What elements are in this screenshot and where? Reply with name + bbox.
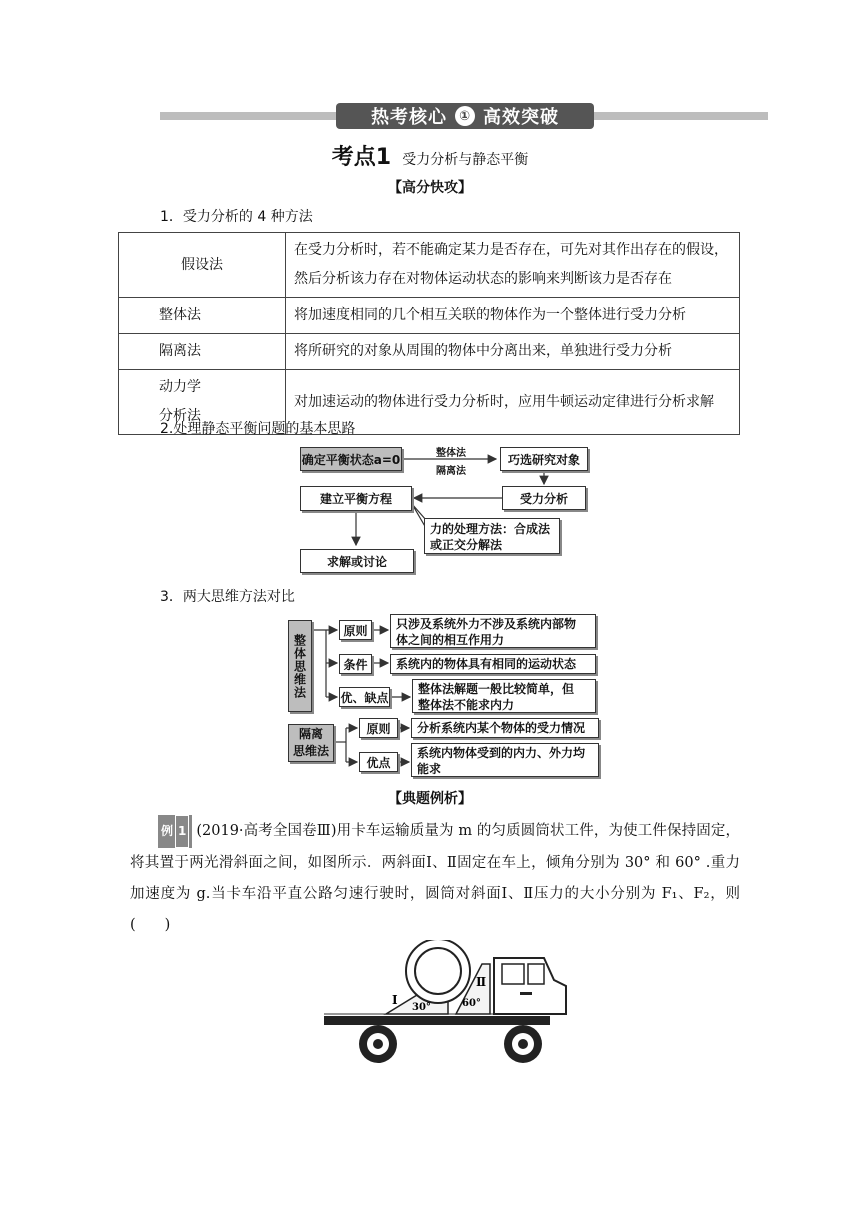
method-name: 假设法 — [119, 233, 286, 298]
method-name-line2: 分析法 — [159, 408, 201, 424]
value-line1: 整体法解题一般比较简单，但 — [418, 682, 575, 696]
banner-right-text: 高效突破 — [483, 107, 559, 128]
flow-label-whole: 整体法 — [436, 448, 466, 459]
isolate-pros-key: 优点 — [359, 752, 398, 772]
wheel-rear-hub — [373, 1039, 383, 1049]
value-line1: 系统内物体受到的内力、外力均 — [417, 746, 586, 760]
method-name-line1: 动力学 — [159, 379, 201, 395]
isolate-principle-key: 原则 — [359, 718, 398, 738]
flow-equation-box: 建立平衡方程 — [300, 486, 412, 511]
flow-start-box: 确定平衡状态a=0 — [300, 447, 402, 471]
method-desc: 将加速度相同的几个相互关联的物体作为一个整体进行受力分析 — [286, 298, 740, 334]
isolate-line2: 思维法 — [292, 744, 329, 758]
flow-note-line1: 力的处理方法：合成法 — [430, 522, 551, 536]
whole-condition-value: 系统内的物体具有相同的运动状态 — [390, 654, 596, 674]
cylinder-inner — [415, 948, 461, 994]
method-name: 隔离法 — [119, 334, 286, 370]
angle-one-label: 30° — [412, 1002, 431, 1013]
example-tag-number: 1 — [175, 815, 189, 848]
wheel-front-hub — [518, 1039, 528, 1049]
value-line2: 能求 — [417, 762, 442, 776]
whole-principle-key: 原则 — [339, 620, 372, 640]
flow-note-box — [424, 518, 560, 554]
door-handle — [520, 992, 532, 995]
flow-solve-box: 求解或讨论 — [300, 549, 414, 573]
heading-methods: 1．受力分析的 4 种方法 — [160, 209, 313, 225]
cab-window — [502, 964, 524, 984]
example-text: 用卡车运输质量为 m 的匀质圆筒状工件，为使工件保持固定，将其置于两光滑斜面之间，如图所示．两斜面Ⅰ、Ⅱ固定在车上，倾角分别为 30° 和 60° .重力加速度为 g.当卡车沿平直公路匀速行驶时，圆筒对斜面Ⅰ、Ⅱ压力的大小分别为 F₁、F₂，则( ) — [130, 823, 741, 933]
heading-compare: 3．两大思维方法对比 — [160, 589, 295, 605]
truck-figure — [320, 940, 580, 1070]
flow-choose-box: 巧选研究对象 — [500, 447, 588, 471]
point-number: 1 — [375, 145, 392, 170]
flow-analyze-box: 受力分析 — [502, 486, 586, 510]
method-desc: 将所研究的对象从周围的物体中分离出来，单独进行受力分析 — [286, 334, 740, 370]
slope-one-label: Ⅰ — [392, 993, 398, 1007]
method-desc: 在受力分析时，若不能确定某力是否存在，可先对其作出存在的假设，然后分析该力存在对物体运动状态的影响来判断该力是否存在 — [286, 233, 740, 298]
isolate-principle-value: 分析系统内某个物体的受力情况 — [411, 718, 599, 738]
heading-approach: 2.处理静态平衡问题的基本思路 — [160, 421, 356, 437]
whole-pros-value — [412, 679, 596, 713]
isolate-line1: 隔离 — [298, 727, 323, 741]
angle-two-label: 60° — [462, 998, 481, 1009]
truck-bed — [324, 1016, 550, 1025]
method-desc: 对加速运动的物体进行受力分析时，应用牛顿运动定律进行分析求解 — [286, 370, 740, 435]
banner-badge-icon: ① — [455, 106, 475, 126]
isolate-pros-value — [411, 743, 599, 777]
whole-principle-value — [390, 614, 596, 648]
whole-pros-key: 优、缺点 — [339, 687, 390, 707]
value-line2: 体之间的相互作用力 — [396, 633, 505, 647]
value-line2: 整体法不能求内力 — [418, 698, 515, 712]
method-name: 整体法 — [119, 298, 286, 334]
point-label: 考点 — [331, 145, 376, 170]
whole-method-box: 整体思维法 — [288, 620, 312, 712]
example-tag-text: 例 — [161, 824, 174, 838]
section-example: 【典题例析】 — [388, 791, 472, 807]
value-line1: 只涉及系统外力不涉及系统内部物 — [396, 617, 577, 631]
slope-two-label: Ⅱ — [476, 975, 487, 989]
flow-label-isolate: 隔离法 — [436, 466, 466, 477]
flow-note-line2: 或正交分解法 — [430, 538, 503, 552]
section-quick-attack: 【高分快攻】 — [388, 180, 472, 196]
banner-left-text: 热考核心 — [371, 107, 447, 128]
example-tag — [158, 815, 192, 848]
example-source: (2019·高考全国卷Ⅲ) — [196, 823, 337, 839]
point-subtitle: 受力分析与静态平衡 — [402, 152, 529, 168]
whole-condition-key: 条件 — [339, 654, 372, 674]
isolate-method-box — [288, 724, 334, 762]
cab-window — [528, 964, 544, 984]
example-paragraph — [130, 815, 740, 941]
